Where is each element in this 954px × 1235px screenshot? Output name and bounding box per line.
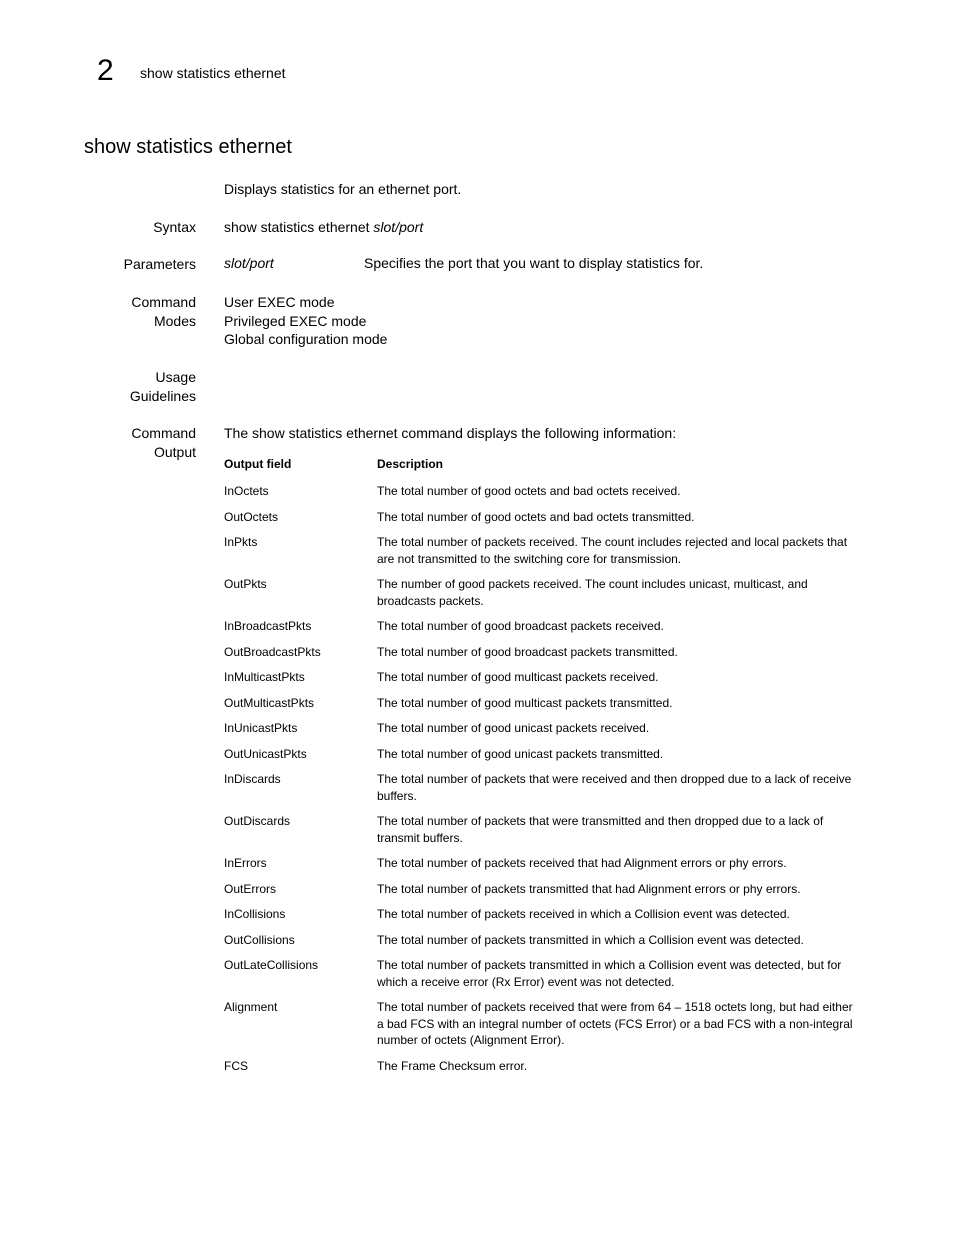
output-field-cell: OutLateCollisions [224,958,319,972]
table-row [224,881,856,898]
output-field-cell: InMulticastPkts [224,670,305,684]
output-table-body [224,483,856,1074]
output-field-cell: InCollisions [224,907,286,921]
description-cell: The total number of packets transmitted in which a Collision event was detected. [377,932,804,947]
table-row [224,1058,856,1075]
command-modes-label-line1: Command [131,294,196,310]
output-field-cell: InDiscards [224,772,281,786]
table-row [224,695,856,712]
description-cell: The total number of packets transmitted in which a Collision event was detected, but for which a receive error (Rx Error) event was not detected. [377,958,842,989]
output-field-cell: FCS [224,1058,248,1073]
output-intro-post: command displays the following information: [397,425,677,441]
output-intro-pre: The [224,425,253,441]
output-table-header [224,456,856,483]
description-cell: The number of good packets received. The count includes unicast, multicast, and broadcasts packets. [377,577,808,608]
table-row [224,618,856,635]
description-cell: The total number of packets that were received and then dropped due to a lack of receive buffers. [377,772,852,803]
command-mode-item: Global configuration mode [224,331,388,347]
output-field-cell: OutCollisions [224,932,295,947]
output-table [224,456,856,1083]
table-row [224,813,856,846]
output-field-cell: OutBroadcastPkts [224,644,321,659]
parameter-description: Specifies the port that you want to display statistics for. [364,255,704,271]
description-cell: The total number of good broadcast packets received. [377,619,664,633]
syntax-text [224,218,423,237]
description-cell: The total number of good multicast packets transmitted. [377,695,673,710]
output-label-line2: Output [153,444,196,460]
command-output-label [56,424,196,462]
description-cell: The total number of good octets and bad octets transmitted. [377,509,695,524]
output-field-cell: InErrors [224,856,267,870]
output-field-cell: OutMulticastPkts [224,695,315,710]
description-cell: The total number of packets received. The count includes rejected and local packets that are not transmitted to the switching core for transmission. [377,535,848,566]
parameters-label: Parameters [123,256,196,272]
description-cell: The total number of packets transmitted that had Alignment errors or phy errors. [377,881,801,896]
table-row [224,957,856,990]
description-cell: The total number of good unicast packets transmitted. [377,746,664,761]
column-header-description: Description [377,457,444,471]
description-cell: The total number of good broadcast packets transmitted. [377,644,678,659]
command-output-intro [224,424,676,443]
syntax-arg: slot/port [373,219,424,235]
section-title: show statistics ethernet [84,136,292,158]
description-cell: The total number of good multicast packets received. [377,670,659,684]
output-field-cell: InUnicastPkts [224,721,298,735]
output-field-cell: Alignment [224,1000,278,1014]
command-modes-label [56,293,196,331]
syntax-label: Syntax [153,219,196,235]
output-label-line1: Command [131,425,196,441]
output-field-cell: OutDiscards [224,814,291,828]
table-row [224,720,856,737]
usage-label-line2: Guidelines [129,388,196,404]
output-field-cell: InBroadcastPkts [224,619,312,633]
table-row [224,906,856,923]
chapter-number: 2 [97,54,114,87]
output-field-cell: OutOctets [224,509,279,524]
description-cell: The total number of good unicast packets received. [377,721,650,735]
table-row [224,746,856,763]
usage-label-line1: Usage [155,369,196,385]
usage-guidelines-label [56,368,196,406]
table-row [224,509,856,526]
output-field-cell: InOctets [224,484,269,498]
table-row [224,932,856,949]
table-row [224,483,856,500]
output-intro-command: show statistics ethernet [252,425,398,441]
command-mode-item: Privileged EXEC mode [224,312,367,329]
parameter-name: slot/port [224,255,274,271]
command-mode-item: User EXEC mode [224,294,335,310]
command-modes-list [224,293,387,349]
table-row [224,771,856,804]
output-field-cell: OutErrors [224,881,277,896]
description-cell: The total number of packets received in which a Collision event was detected. [377,907,790,921]
syntax-command: show statistics ethernet [224,219,374,235]
output-field-cell: OutUnicastPkts [224,746,307,761]
description-cell: The total number of packets that were transmitted and then dropped due to a lack of transmit buffers. [377,814,824,845]
table-row [224,534,856,567]
description-cell: The Frame Checksum error. [377,1058,528,1073]
table-row [224,669,856,686]
description-cell: The total number of packets received that had Alignment errors or phy errors. [377,856,787,870]
table-row [224,855,856,872]
output-field-cell: OutPkts [224,577,267,591]
description-cell: The total number of packets received that were from 64 – 1518 octets long, but had either a bad FCS with an integral number of octets (FCS Error) or a bad FCS with a non-integral number of octets (Alignment Error). [377,1000,853,1047]
table-row [224,644,856,661]
command-modes-label-line2: Modes [153,313,196,329]
column-header-output-field: Output field [224,457,292,471]
output-field-cell: InPkts [224,535,258,549]
running-title: show statistics ethernet [140,65,286,81]
description-cell: The total number of good octets and bad octets received. [377,484,681,498]
table-row [224,576,856,609]
section-intro: Displays statistics for an ethernet port. [224,181,462,197]
table-row [224,999,856,1049]
